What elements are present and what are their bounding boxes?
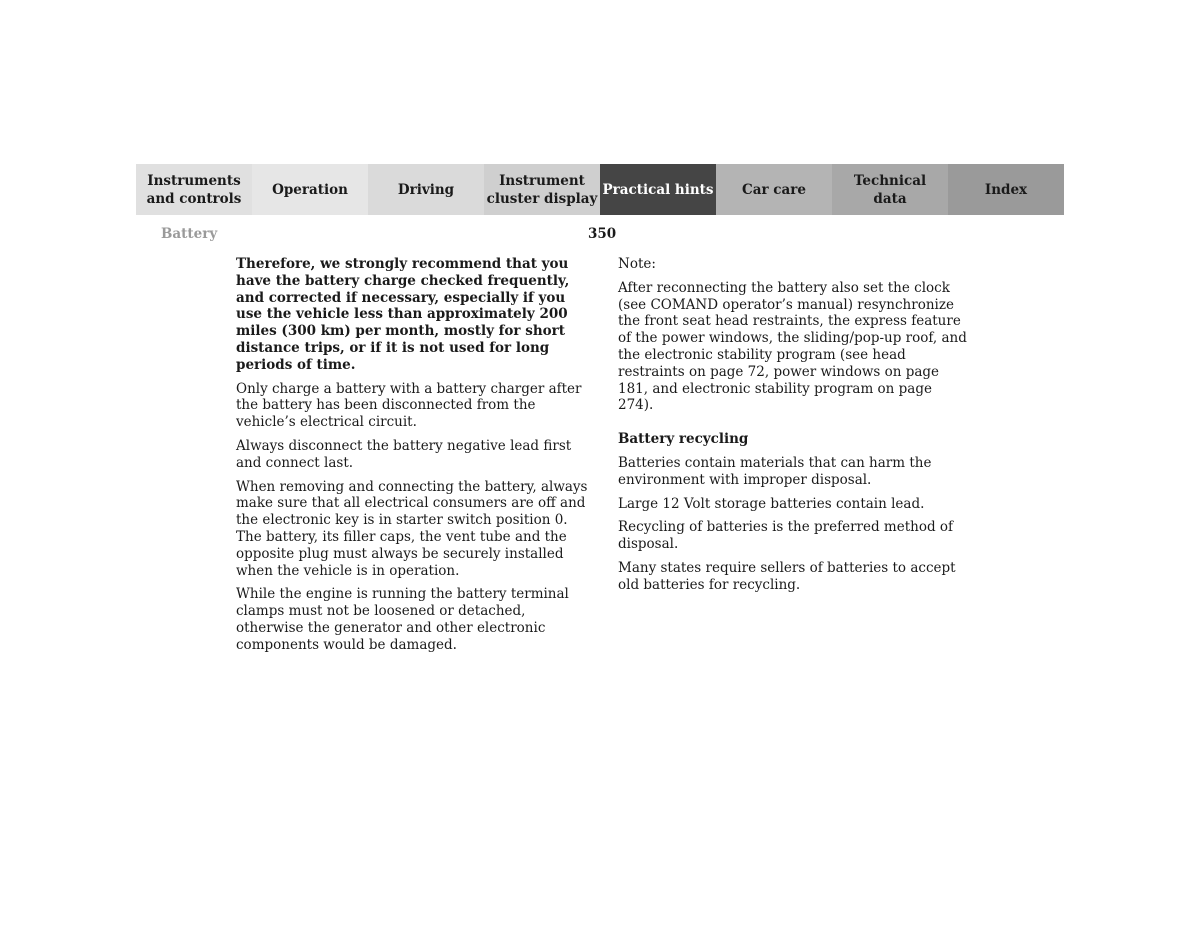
recycling-paragraph-4: Many states require sellers of batteries to accept old batteries for recycling. bbox=[618, 559, 956, 593]
tab-operation[interactable]: Operation bbox=[252, 164, 368, 215]
note-text: After reconnecting the battery also set the clock (see COMAND operator’s manual) resynchronize the front seat head restraints, the express feature of the power windows, the sliding/pop-up roof, and the electronic stability program (see head restraints on page 72, power windows on page 181, and electronic stability program on page 274). bbox=[618, 279, 967, 414]
recycling-heading: Battery recycling bbox=[618, 431, 749, 448]
recycling-paragraph-1: Batteries contain materials that can harm the environment with improper disposal. bbox=[618, 454, 932, 488]
disconnect-paragraph: Always disconnect the battery negative lead first and connect last. bbox=[236, 437, 572, 471]
engine-running-paragraph: While the engine is running the battery terminal clamps must not be loosened or detached, otherwise the generator and other electronic components would be damaged. bbox=[236, 586, 569, 653]
tab-instruments-and-controls[interactable]: Instruments and controls bbox=[136, 164, 252, 215]
tab-car-care[interactable]: Car care bbox=[716, 164, 832, 215]
tab-practical-hints[interactable]: Practical hints bbox=[600, 164, 716, 215]
recycling-paragraph-2: Large 12 Volt storage batteries contain lead. bbox=[618, 495, 925, 512]
chapter-tab-bar bbox=[136, 164, 1064, 215]
removal-paragraph: When removing and connecting the battery, always make sure that all electrical consumers are off and the electronic key is in starter switch position 0. The battery, its filler caps, the vent tube and the opposite plug must always be securely installed when the vehicle is in operation. bbox=[236, 478, 588, 579]
tab-instrument-cluster-display[interactable]: Instrument cluster display bbox=[484, 164, 600, 215]
section-title: Battery bbox=[161, 226, 218, 242]
note-label: Note: bbox=[618, 256, 656, 272]
right-column bbox=[618, 256, 968, 601]
tab-index[interactable]: Index bbox=[948, 164, 1064, 215]
page-number: 350 bbox=[588, 226, 617, 242]
tab-technical-data[interactable]: Technical data bbox=[832, 164, 948, 215]
left-column bbox=[236, 256, 588, 661]
tab-driving[interactable]: Driving bbox=[368, 164, 484, 215]
recycling-paragraph-3: Recycling of batteries is the preferred method of disposal. bbox=[618, 519, 954, 553]
recommendation-paragraph: Therefore, we strongly recommend that you have the battery charge checked frequently, and corrected if necessary, especially if you use the vehicle less than approximately 200 miles (300 km) per month, mostly for short distance trips, or if it is not used for long periods of time. bbox=[236, 256, 570, 373]
charging-paragraph: Only charge a battery with a battery charger after the battery has been disconnected from the vehicle’s electrical circuit. bbox=[236, 380, 582, 431]
